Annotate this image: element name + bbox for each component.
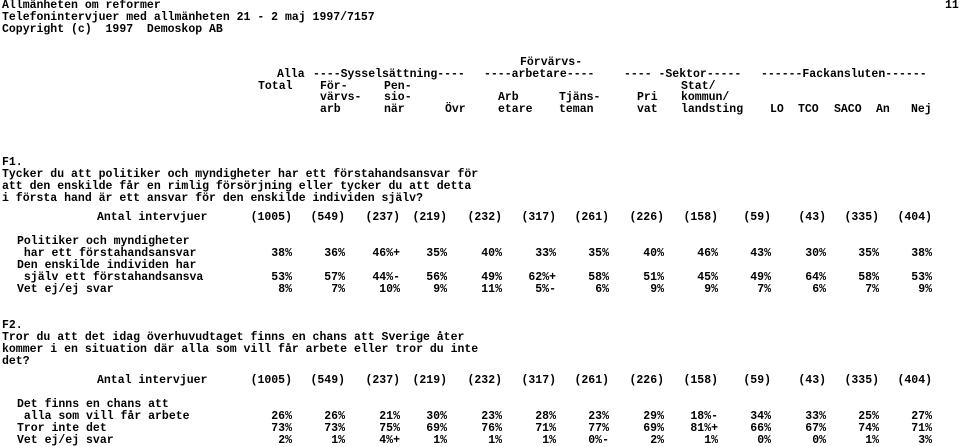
banner-pri: Pri <box>637 91 658 104</box>
cell-value: 34% <box>750 410 771 423</box>
cell-value: 43% <box>750 247 771 260</box>
row-label: Tror inte det <box>17 422 107 435</box>
base-count: (232) <box>467 211 502 224</box>
row-label: Vet ej/ej svar <box>17 283 114 296</box>
cell-value: 28% <box>535 410 556 423</box>
cell-value: 73% <box>271 422 292 435</box>
base-count: (549) <box>310 374 345 387</box>
cell-value: 6% <box>812 283 826 296</box>
cell-value: 35% <box>858 247 879 260</box>
cell-value: 81%+ <box>690 422 718 435</box>
survey-subtitle: Telefonintervjuer med allmänheten 21 - 2 maj 1997/7157 <box>2 11 375 24</box>
cell-value: 45% <box>697 271 718 284</box>
base-count: (219) <box>412 211 447 224</box>
cell-value: 64% <box>805 271 826 284</box>
cell-value: 73% <box>324 422 345 435</box>
cell-value: 46%+ <box>372 247 400 260</box>
base-count: (43) <box>798 374 826 387</box>
cell-value: 46% <box>697 247 718 260</box>
question-f2-text-line: kommer i en situation där alla som vill får arbete eller tror du inte <box>2 343 479 356</box>
cell-value: 38% <box>271 247 292 260</box>
base-count: (59) <box>743 374 771 387</box>
cell-value: 53% <box>911 271 932 284</box>
banner-ovr: Övr <box>445 103 466 116</box>
banner-arb: Arb <box>498 91 519 104</box>
cell-value: 29% <box>643 410 664 423</box>
cell-value: 49% <box>750 271 771 284</box>
base-count: (158) <box>683 374 718 387</box>
banner-tjans: Tjäns- <box>559 91 601 104</box>
banner-alla: Alla <box>277 68 305 81</box>
row-label: alla som vill får arbete <box>17 410 190 423</box>
cell-value: 58% <box>858 271 879 284</box>
cell-value: 27% <box>911 410 932 423</box>
cell-value: 26% <box>324 410 345 423</box>
base-count: (317) <box>521 211 556 224</box>
base-label: Antal intervjuer <box>97 374 208 387</box>
base-count: (1005) <box>250 374 292 387</box>
cell-value: 69% <box>643 422 664 435</box>
banner-nej: Nej <box>911 103 932 116</box>
question-f1-text-line: Tycker du att politiker och myndigheter har ett förstahandsansvar för <box>2 168 479 181</box>
question-f2-text-line: F2. <box>2 319 23 332</box>
base-count: (219) <box>412 374 447 387</box>
cell-value: 62%+ <box>528 271 556 284</box>
row-label: Den enskilde individen har <box>17 259 197 272</box>
cell-value: 1% <box>433 434 447 447</box>
base-count: (335) <box>844 211 879 224</box>
cell-value: 23% <box>481 410 502 423</box>
cell-value: 57% <box>324 271 345 284</box>
banner-kommun: kommun/ <box>681 91 730 104</box>
banner-arbt: ----arbetare---- <box>484 68 595 81</box>
row-label: Vet ej/ej svar <box>17 434 114 447</box>
banner-nar: när <box>384 103 405 116</box>
cell-value: 9% <box>650 283 664 296</box>
base-count: (261) <box>574 211 609 224</box>
cell-value: 2% <box>650 434 664 447</box>
cell-value: 25% <box>858 410 879 423</box>
base-count: (226) <box>629 374 664 387</box>
banner-saco: SACO <box>834 103 862 116</box>
cell-value: 35% <box>426 247 447 260</box>
question-f2-text-line: det? <box>2 355 30 368</box>
row-label: Politiker och myndigheter <box>17 235 190 248</box>
copyright-line: Copyright (c) 1997 Demoskop AB <box>2 23 223 36</box>
cell-value: 0% <box>812 434 826 447</box>
cell-value: 1% <box>542 434 556 447</box>
cell-value: 23% <box>588 410 609 423</box>
cell-value: 1% <box>704 434 718 447</box>
cell-value: 56% <box>426 271 447 284</box>
base-count: (43) <box>798 211 826 224</box>
cell-value: 7% <box>865 283 879 296</box>
cell-value: 69% <box>426 422 447 435</box>
banner-varvs: värvs- <box>320 91 362 104</box>
base-count: (335) <box>844 374 879 387</box>
base-count: (226) <box>629 211 664 224</box>
cell-value: 66% <box>750 422 771 435</box>
banner-forvarvs: Förvärvs- <box>520 56 583 69</box>
cell-value: 38% <box>911 247 932 260</box>
banner-etare: etare <box>498 103 533 116</box>
base-count: (317) <box>521 374 556 387</box>
base-count: (404) <box>897 211 932 224</box>
banner-stat: Stat/ <box>681 80 716 93</box>
cell-value: 30% <box>426 410 447 423</box>
cell-value: 1% <box>865 434 879 447</box>
cell-value: 26% <box>271 410 292 423</box>
cell-value: 58% <box>588 271 609 284</box>
banner-an: An <box>876 103 890 116</box>
banner-lo: LO <box>770 103 784 116</box>
banner-tco: TCO <box>798 103 819 116</box>
cell-value: 8% <box>278 283 292 296</box>
cell-value: 10% <box>379 283 400 296</box>
cell-value: 35% <box>588 247 609 260</box>
cell-value: 71% <box>911 422 932 435</box>
cell-value: 9% <box>704 283 718 296</box>
cell-value: 71% <box>535 422 556 435</box>
cell-value: 30% <box>805 247 826 260</box>
base-count: (237) <box>365 211 400 224</box>
cell-value: 53% <box>271 271 292 284</box>
banner-sekt: ---- -Sektor----- <box>624 68 742 81</box>
cell-value: 49% <box>481 271 502 284</box>
cell-value: 75% <box>379 422 400 435</box>
base-label: Antal intervjuer <box>97 211 208 224</box>
cell-value: 18%- <box>690 410 718 423</box>
cell-value: 44%- <box>372 271 400 284</box>
question-f1-text-line: i första hand är ett ansvar för den enskilde individen själv? <box>2 192 423 205</box>
banner-pen: Pen- <box>384 80 412 93</box>
row-label: har ett förstahandsansvar <box>17 247 197 260</box>
base-count: (237) <box>365 374 400 387</box>
banner-arb2: arb <box>320 103 341 116</box>
report-title: Allmänheten om reformer <box>2 0 161 12</box>
cell-value: 6% <box>595 283 609 296</box>
banner-sio: sio- <box>384 91 412 104</box>
base-count: (59) <box>743 211 771 224</box>
banner-syss: ----Sysselsättning---- <box>313 68 465 81</box>
cell-value: 2% <box>278 434 292 447</box>
banner-for: För- <box>320 80 348 93</box>
cell-value: 5%- <box>535 283 556 296</box>
cell-value: 67% <box>805 422 826 435</box>
cell-value: 4%+ <box>379 434 400 447</box>
base-count: (1005) <box>250 211 292 224</box>
question-f1-text-line: F1. <box>2 156 23 169</box>
cell-value: 3% <box>918 434 932 447</box>
cell-value: 21% <box>379 410 400 423</box>
cell-value: 76% <box>481 422 502 435</box>
cell-value: 9% <box>918 283 932 296</box>
row-label: själv ett förstahandsansva <box>17 271 204 284</box>
cell-value: 7% <box>757 283 771 296</box>
cell-value: 0% <box>757 434 771 447</box>
cell-value: 36% <box>324 247 345 260</box>
cell-value: 33% <box>535 247 556 260</box>
page-number: 11 <box>945 0 959 12</box>
banner-teman: teman <box>559 103 594 116</box>
banner-landsting: landsting <box>681 103 744 116</box>
row-label: Det finns en chans att <box>17 398 169 411</box>
banner-vat: vat <box>637 103 658 116</box>
base-count: (261) <box>574 374 609 387</box>
cell-value: 77% <box>588 422 609 435</box>
cell-value: 7% <box>331 283 345 296</box>
cell-value: 40% <box>643 247 664 260</box>
banner-fack: ------Fackansluten------ <box>761 68 927 81</box>
cell-value: 11% <box>481 283 502 296</box>
cell-value: 0%- <box>588 434 609 447</box>
cell-value: 9% <box>433 283 447 296</box>
cell-value: 74% <box>858 422 879 435</box>
question-f1-text-line: att den enskilde får en rimlig försörjning eller tycker du att detta <box>2 180 472 193</box>
question-f2-text-line: Tror du att det idag överhuvudtaget finns en chans att Sverige åter <box>2 331 465 344</box>
base-count: (158) <box>683 211 718 224</box>
cell-value: 1% <box>331 434 345 447</box>
banner-total: Total <box>258 80 293 93</box>
base-count: (404) <box>897 374 932 387</box>
cell-value: 40% <box>481 247 502 260</box>
base-count: (549) <box>310 211 345 224</box>
base-count: (232) <box>467 374 502 387</box>
cell-value: 1% <box>488 434 502 447</box>
cell-value: 33% <box>805 410 826 423</box>
cell-value: 51% <box>643 271 664 284</box>
